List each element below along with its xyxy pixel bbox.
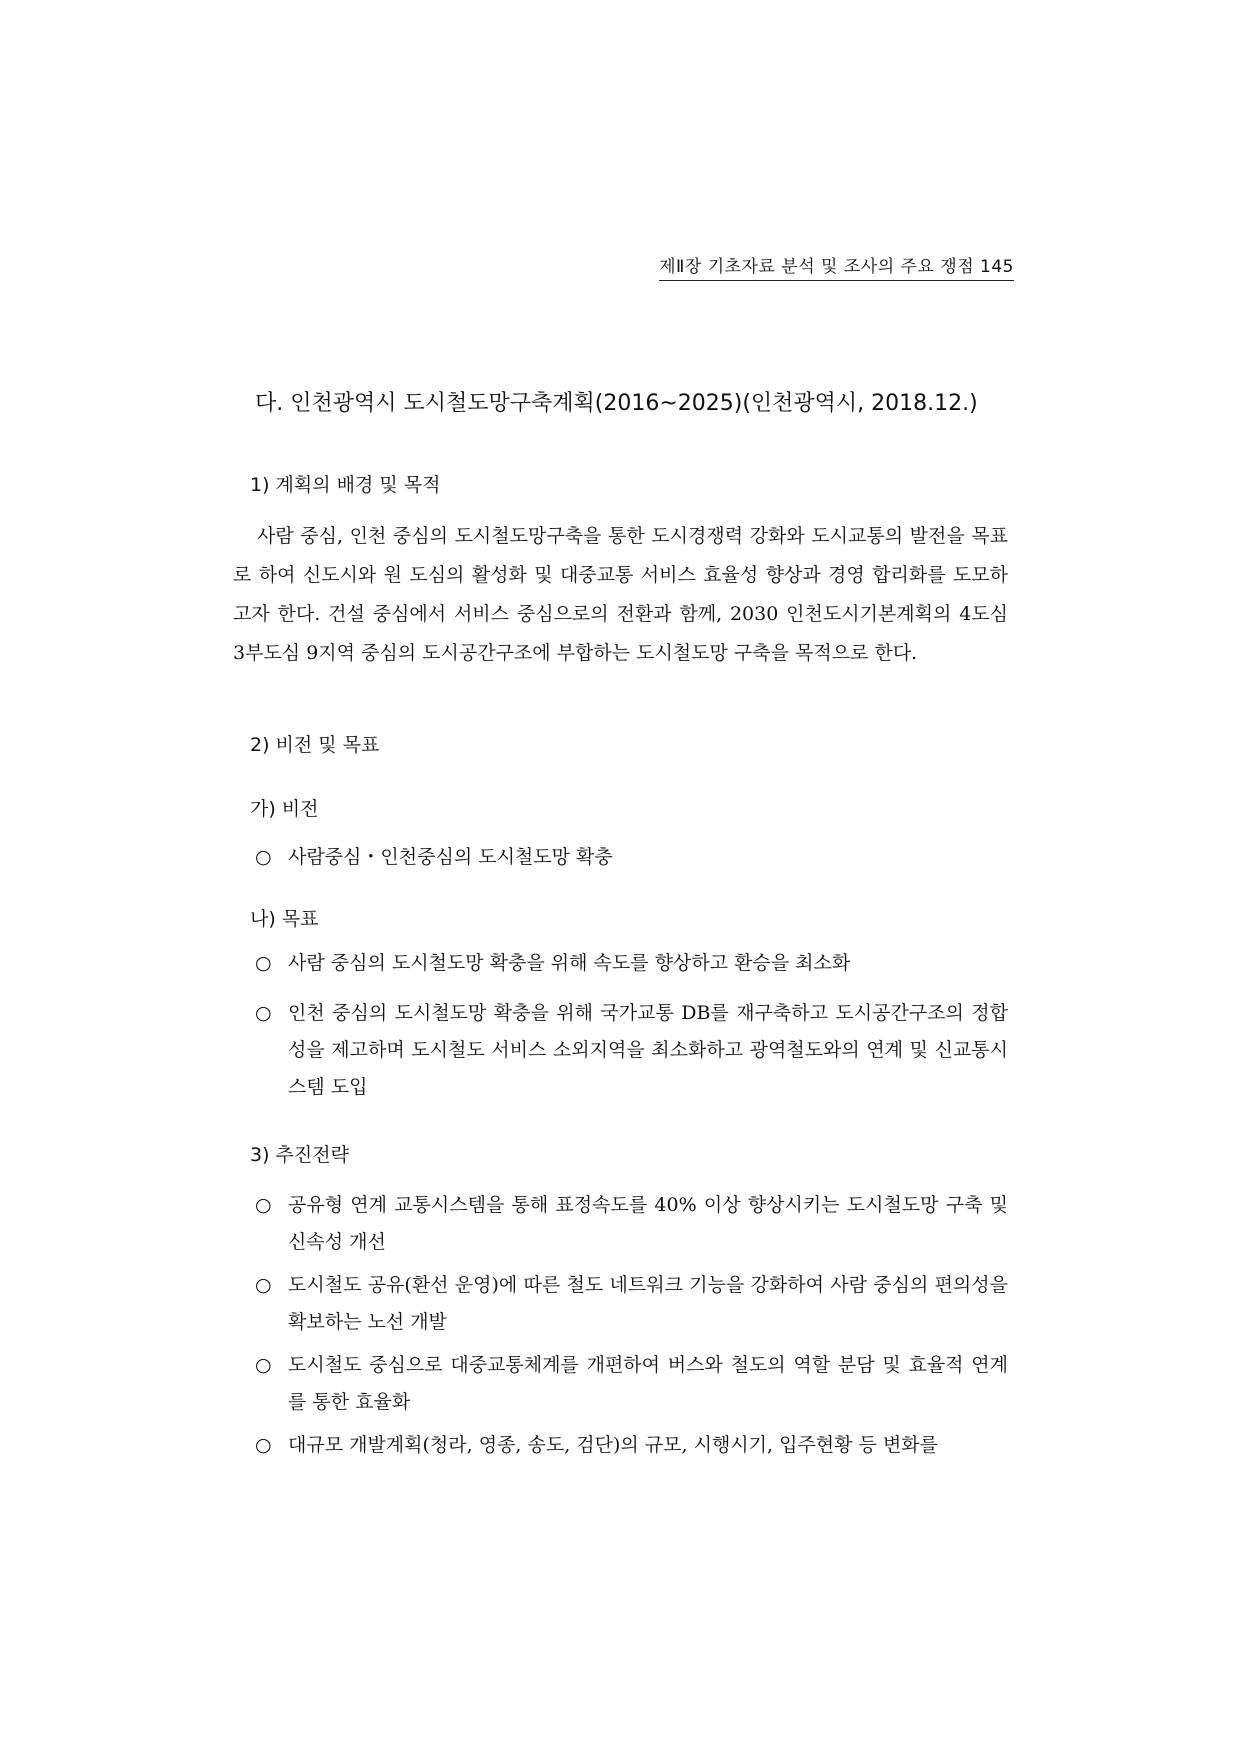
list-item	[255, 995, 1008, 1106]
list-item	[255, 1267, 1008, 1341]
strategy-item-text: 도시철도 공유(환선 운영)에 따른 철도 네트워크 기능을 강화하여 사람 중심의 편의성을 확보하는 노선 개발	[288, 1274, 1008, 1333]
running-header: 제Ⅱ장 기초자료 분석 및 조사의 주요 쟁점 145	[659, 252, 1014, 281]
bullet-circle-icon: ○	[255, 846, 272, 868]
heading-vision: 가) 비전	[250, 798, 319, 820]
strategy-item-text: 공유형 연계 교통시스템을 통해 표정속도를 40% 이상 향상시키는 도시철도망 구축 및 신속성 개선	[288, 1194, 1008, 1253]
heading-vision-goals: 2) 비전 및 목표	[250, 734, 380, 756]
goal-item-text: 인천 중심의 도시철도망 확충을 위해 국가교통 DB를 재구축하고 도시공간구조의 정합성을 제고하며 도시철도 서비스 소외지역을 최소화하고 광역철도와의 연계 및 신교통시스템 도입	[288, 1002, 1008, 1098]
bullet-circle-icon: ○	[255, 1354, 272, 1376]
list-item	[255, 839, 1008, 876]
heading-background: 1) 계획의 배경 및 목적	[250, 474, 441, 496]
bullet-circle-icon: ○	[255, 1274, 272, 1296]
heading-goals: 나) 목표	[250, 908, 319, 930]
bullet-circle-icon: ○	[255, 1002, 272, 1024]
background-paragraph: 사람 중심, 인천 중심의 도시철도망구축을 통한 도시경쟁력 강화와 도시교통의 발전을 목표로 하여 신도시와 원 도심의 활성화 및 대중교통 서비스 효율성 향상과 경영 합리화를 도모하고자 한다. 건설 중심에서 서비스 중심으로의 전환과 함께, 2030 인천도시기본계획의 4도심 3부도심 9지역 중심의 도시공간구조에 부합하는 도시철도망 구축을 목적으로 한다.	[233, 525, 1008, 664]
vision-item-text: 사람중심・인천중심의 도시철도망 확충	[288, 846, 613, 868]
strategy-item-text: 도시철도 중심으로 대중교통체계를 개편하여 버스와 철도의 역할 분담 및 효율적 연계를 통한 효율화	[288, 1354, 1008, 1413]
bullet-circle-icon: ○	[255, 952, 272, 974]
heading-strategy: 3) 추진전략	[250, 1144, 349, 1166]
goal-item-text: 사람 중심의 도시철도망 확충을 위해 속도를 향상하고 환승을 최소화	[288, 952, 851, 974]
strategy-item-text: 대규모 개발계획(청라, 영종, 송도, 검단)의 규모, 시행시기, 입주현황 등 변화를	[288, 1434, 939, 1456]
list-item	[255, 1347, 1008, 1421]
bullet-circle-icon: ○	[255, 1434, 272, 1456]
list-item	[255, 945, 1008, 982]
list-item	[255, 1187, 1008, 1261]
list-item	[255, 1427, 1008, 1464]
section-title: 다. 인천광역시 도시철도망구축계획(2016~2025)(인천광역시, 2018.12.)	[255, 391, 978, 416]
bullet-circle-icon: ○	[255, 1194, 272, 1216]
